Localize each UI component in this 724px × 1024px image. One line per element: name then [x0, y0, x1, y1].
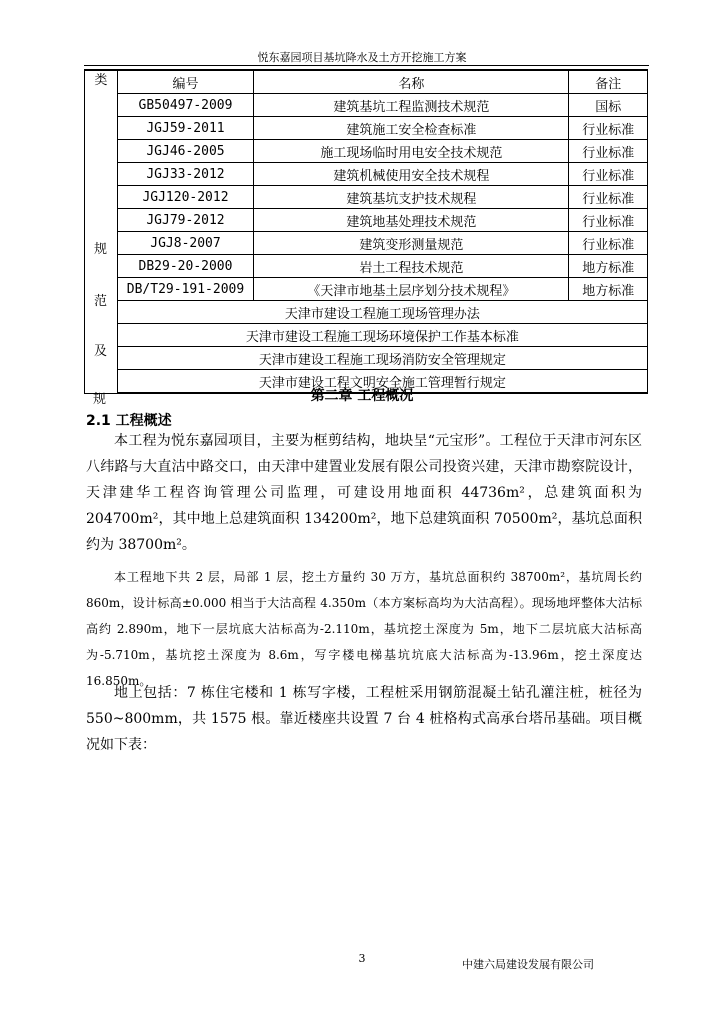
- row-remark: 行业标准: [569, 140, 648, 163]
- header-name: 名称: [254, 70, 569, 94]
- category-header: 类: [94, 73, 108, 88]
- row-code: JGJ8-2007: [117, 232, 254, 255]
- header-divider: [84, 65, 649, 66]
- category-char: 规: [94, 242, 108, 257]
- table-merged-row: [85, 324, 648, 347]
- footer-company: 中建六局建设发展有限公司: [462, 958, 594, 971]
- row-name: 施工现场临时用电安全技术规范: [254, 140, 569, 163]
- table-merged-row: [85, 347, 648, 370]
- merged-row-text: 天津市建设工程施工现场环境保护工作基本标准: [117, 324, 647, 347]
- table-row: [85, 232, 648, 255]
- table-merged-row: [85, 301, 648, 324]
- paragraph-underground: 本工程地下共 2 层，局部 1 层，挖土方量约 30 万方，基坑总面积约 38700m²，基坑周长约 860m，设计标高±0.000 相当于大沽高程 4.350m（本方案标高均为大沽高程）。现场地坪整体大沽标高约 2.890m，地下一层坑底大沽标高为-2.110m，基坑挖土深度为 5m，地下二层坑底大沽标高为-5.710m，基坑挖土深度为 8.6m，写字楼电梯基坑坑底大沽标高为-13.96m，挖土深度达 16.850m。: [86, 570, 642, 688]
- table-row: [85, 255, 648, 278]
- table-row: [85, 140, 648, 163]
- row-name: 建筑机械使用安全技术规程: [254, 163, 569, 186]
- row-code: JGJ46-2005: [117, 140, 254, 163]
- chapter-title: 第二章 工程概况: [310, 388, 414, 404]
- table-header-row: [85, 70, 648, 94]
- table-row: [85, 186, 648, 209]
- row-code: JGJ33-2012: [117, 163, 254, 186]
- category-char-overflow: 规: [93, 392, 107, 407]
- table-row: [85, 117, 648, 140]
- paragraph-aboveground: 地上包括：7 栋住宅楼和 1 栋写字楼，工程桩采用钢筋混凝土钻孔灌注桩，桩径为 550~800mm，共 1575 根。靠近楼座共设置 7 台 4 桩格构式高承台塔吊基础。项目概况如下表：: [86, 685, 642, 753]
- header-remark: 备注: [569, 70, 648, 94]
- row-remark: 地方标准: [569, 278, 648, 301]
- row-name: 建筑基坑工程监测技术规范: [254, 94, 569, 117]
- page-number: 3: [358, 952, 366, 965]
- category-column: [85, 70, 118, 393]
- category-char: 范: [94, 294, 108, 309]
- merged-row-text: 天津市建设工程施工现场消防安全管理规定: [117, 347, 647, 370]
- row-remark: 行业标准: [569, 209, 648, 232]
- page-header-title: 悦东嘉园项目基坑降水及土方开挖施工方案: [257, 51, 467, 64]
- row-remark: 行业标准: [569, 186, 648, 209]
- standards-table: [84, 69, 648, 394]
- row-code: GB50497-2009: [117, 94, 254, 117]
- header-code: 编号: [117, 70, 254, 94]
- row-name: 建筑施工安全检查标准: [254, 117, 569, 140]
- row-code: DB29-20-2000: [117, 255, 254, 278]
- row-remark: 国标: [569, 94, 648, 117]
- row-code: JGJ59-2011: [117, 117, 254, 140]
- category-char: 及: [94, 344, 108, 359]
- row-code: JGJ120-2012: [117, 186, 254, 209]
- category-cell: [85, 71, 117, 393]
- row-name: 岩土工程技术规范: [254, 255, 569, 278]
- row-remark: 地方标准: [569, 255, 648, 278]
- paragraph-overview: 本工程为悦东嘉园项目，主要为框剪结构，地块呈“元宝形”。工程位于天津市河东区八纬路与大直沽中路交口，由天津中建置业发展有限公司投资兴建，天津市勘察院设计，天津建华工程咨询管理公司监理，可建设用地面积 44736m²，总建筑面积为 204700m²，其中地上总建筑面积 134200m²，地下总建筑面积 70500m²，基坑总面积约为 38700m²。: [86, 433, 642, 553]
- section-title: 2.1 工程概述: [86, 413, 172, 429]
- table-row: [85, 209, 648, 232]
- row-remark: 行业标准: [569, 117, 648, 140]
- row-name: 建筑基坑支护技术规程: [254, 186, 569, 209]
- row-name: 《天津市地基土层序划分技术规程》: [254, 278, 569, 301]
- row-remark: 行业标准: [569, 232, 648, 255]
- merged-row-text: 天津市建设工程文明安全施工管理暂行规定: [117, 370, 647, 394]
- merged-row-text: 天津市建设工程施工现场管理办法: [117, 301, 647, 324]
- row-code: DB/T29-191-2009: [117, 278, 254, 301]
- row-name: 建筑地基处理技术规范: [254, 209, 569, 232]
- row-remark: 行业标准: [569, 163, 648, 186]
- row-code: JGJ79-2012: [117, 209, 254, 232]
- row-name: 建筑变形测量规范: [254, 232, 569, 255]
- table-row: [85, 278, 648, 301]
- table-row: [85, 163, 648, 186]
- table-row: [85, 94, 648, 117]
